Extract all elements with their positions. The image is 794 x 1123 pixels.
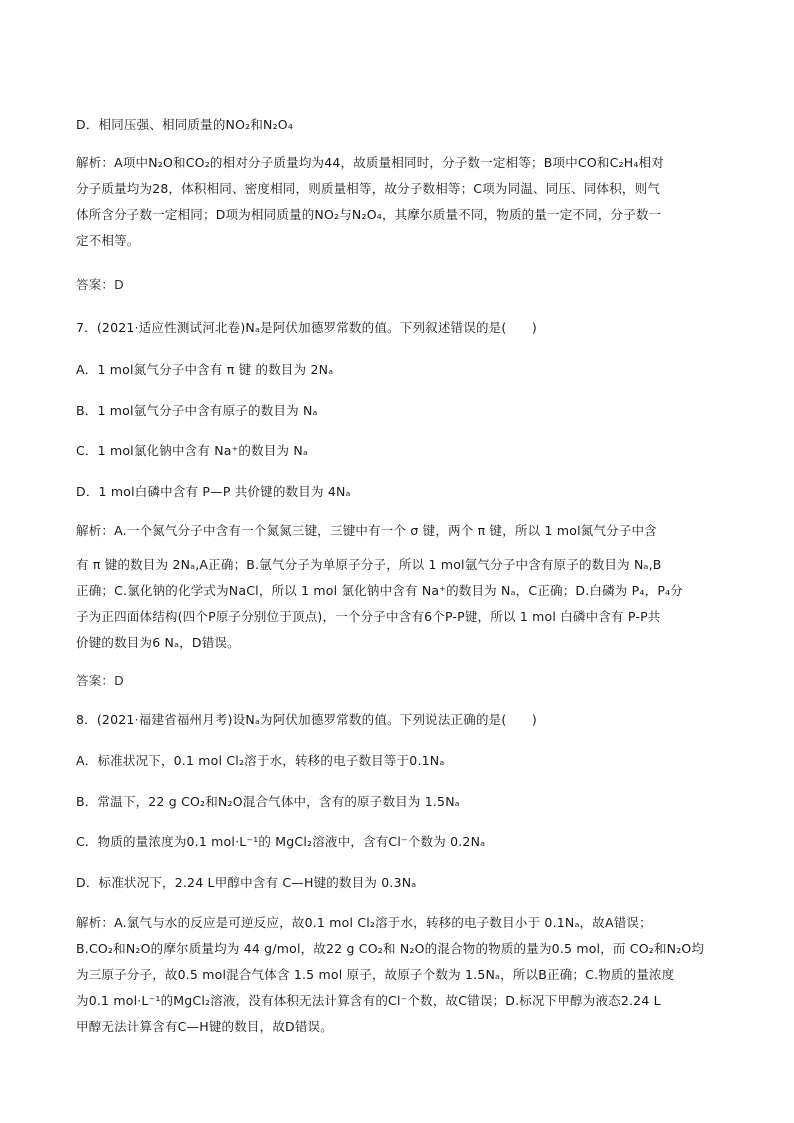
analysis-q8-line-3: 为三原子分子，故0.5 mol混合气体含 1.5 mol 原子，故原子个数为 1.5Nₐ，所以B正确；C.物质的量浓度 — [76, 967, 675, 982]
option-a-q7: A．1 mol氮气分子中含有 π 键 的数目为 2Nₐ — [76, 362, 334, 377]
answer-q7: 答案：D — [76, 673, 124, 688]
analysis-q8-line-5: 甲醇无法计算含有C—H键的数目，故D错误。 — [76, 1019, 333, 1034]
option-c-q8: C．物质的量浓度为0.1 mol·L⁻¹的 MgCl₂溶液中，含有Cl⁻个数为 0.2Nₐ — [76, 834, 486, 849]
option-d-q6: D．相同压强、相同质量的NO₂和N₂O₄ — [76, 117, 294, 132]
option-d-q8: D．标准状况下，2.24 L甲醇中含有 C—H键的数目为 0.3Nₐ — [76, 875, 417, 890]
option-a-q8: A．标准状况下，0.1 mol Cl₂溶于水，转移的电子数目等于0.1Nₐ — [76, 753, 445, 768]
analysis-q7-line-2: 有 π 键的数目为 2Nₐ,A正确；B.氩气分子为单原子分子，所以 1 mol氩气分子中含有原子的数目为 Nₐ,B — [76, 557, 662, 572]
analysis-q6-line-1: 解析：A项中N₂O和CO₂的相对分子质量均为44，故质量相同时，分子数一定相等；B项中CO和C₂H₄相对 — [76, 155, 664, 170]
option-b-q8: B．常温下，22 g CO₂和N₂O混合气体中，含有的原子数目为 1.5Nₐ — [76, 794, 460, 809]
option-d-q7: D．1 mol白磷中含有 P—P 共价键的数目为 4Nₐ — [76, 484, 351, 499]
answer-q6: 答案：D — [76, 277, 124, 292]
analysis-q6-line-4: 定不相等。 — [76, 233, 140, 248]
analysis-q8-line-4: 为0.1 mol·L⁻¹的MgCl₂溶液，没有体积无法计算含有的Cl⁻个数，故C错误；D.标况下甲醇为液态2.24 L — [76, 993, 661, 1008]
analysis-q7-line-3: 正确；C.氯化钠的化学式为NaCl，所以 1 mol 氯化钠中含有 Na⁺的数目为 Nₐ，C正确；D.白磷为 P₄，P₄分 — [76, 583, 683, 598]
option-b-q7: B．1 mol氩气分子中含有原子的数目为 Nₐ — [76, 403, 318, 418]
analysis-q8-line-1: 解析：A.氯气与水的反应是可逆反应，故0.1 mol Cl₂溶于水，转移的电子数目小于 0.1Nₐ，故A错误； — [76, 915, 652, 930]
question-8-stem: 8．(2021·福建省福州月考)设Nₐ为阿伏加德罗常数的值。下列说法正确的是( ) — [76, 712, 537, 727]
analysis-q7-line-5: 价键的数目为6 Nₐ，D错误。 — [76, 635, 240, 650]
question-7-stem: 7．(2021·适应性测试河北卷)Nₐ是阿伏加德罗常数的值。下列叙述错误的是( ) — [76, 320, 537, 335]
analysis-q6-line-2: 分子质量均为28，体积相同、密度相同，则质量相等，故分子数相等；C项为同温、同压、同体积，则气 — [76, 181, 661, 196]
option-c-q7: C．1 mol氯化钠中含有 Na⁺的数目为 Nₐ — [76, 443, 309, 458]
analysis-q7-line-4: 子为正四面体结构(四个P原子分别位于顶点)，一个分子中含有6个P-P键，所以 1 mol 白磷中含有 P-P共 — [76, 609, 661, 624]
analysis-q6-line-3: 体所含分子数一定相同；D项为相同质量的NO₂与N₂O₄，其摩尔质量不同，物质的量一定不同，分子数一 — [76, 207, 662, 222]
analysis-q7-line-1: 解析：A.一个氮气分子中含有一个氮氮三键，三键中有一个 σ 键，两个 π 键，所以 1 mol氮气分子中含 — [76, 523, 657, 538]
analysis-q8-line-2: B.CO₂和N₂O的摩尔质量均为 44 g/mol，故22 g CO₂和 N₂O的混合物的物质的量为0.5 mol，而 CO₂和N₂O均 — [76, 941, 705, 956]
